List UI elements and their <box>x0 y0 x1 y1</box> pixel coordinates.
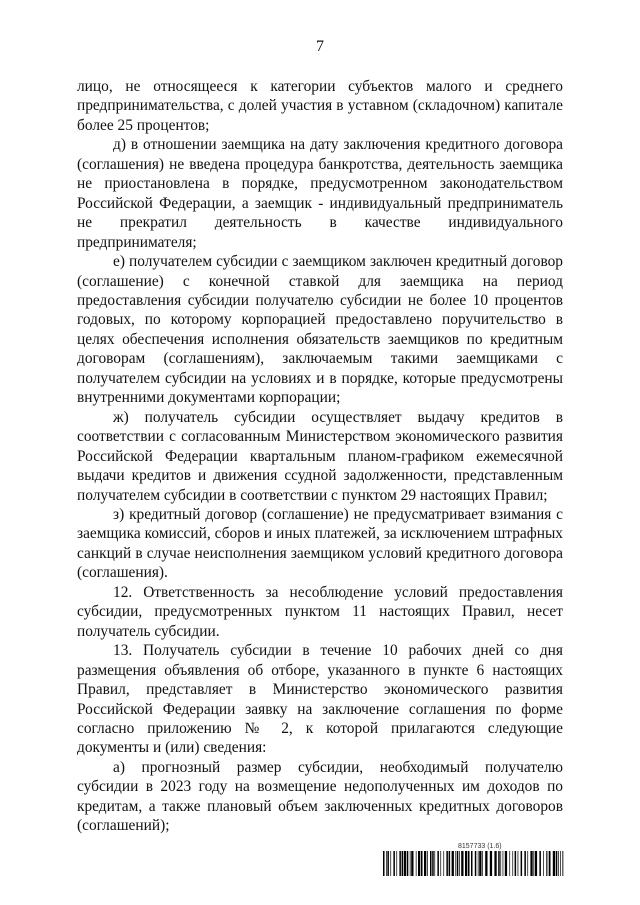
paragraph-item-e: е) получателем субсидии с заемщиком заключен кредитный договор (соглашение) с конечной ставкой для заемщика на период предоставления субсидии получателю субсидии не более 10 процентов годовых, по которому корпорацией предоставлено поручительство в целях обеспечения исполнения обязательств заемщиков по кредитным договорам (соглашениям), заключаемым такими заемщиками с получателем субсидии на условиях и в порядке, которые предусмотрены внутренними документами корпорации; <box>77 253 563 407</box>
paragraph-item-z: з) кредитный договор (соглашение) не предусматривает взимания с заемщика комиссий, сборов и иных платежей, за исключением штрафных санкций в случае неисполнения заемщиком условий кредитного договора (соглашения). <box>77 505 563 582</box>
document-body <box>77 77 563 836</box>
paragraph-item-zh: ж) получатель субсидии осуществляет выдачу кредитов в соответствии с согласованным Министерством экономического развития Российской Федерации квартальным планом-графиком ежемесячной выдачи кредитов и движения ссудной задолженности, представленным получателем субсидии в соответствии с пунктом 29 настоящих Правил; <box>77 408 563 504</box>
paragraph-item-a: а) прогнозный размер субсидии, необходимый получателю субсидии в 2023 году на возмещение недополученных им доходов по кредитам, а также плановый объем заключенных кредитных договоров (соглашений); <box>77 758 563 835</box>
document-code: 8157733 (1.6) <box>458 843 502 850</box>
barcode-image <box>383 851 564 876</box>
page-number: 7 <box>316 38 324 55</box>
paragraph-clause-12: 12. Ответственность за несоблюдение условий предоставления субсидии, предусмотренных пунктом 11 настоящих Правил, несет получатель субсидии. <box>77 583 563 640</box>
paragraph-clause-13: 13. Получатель субсидии в течение 10 рабочих дней со дня размещения объявления об отборе, указанного в пункте 6 настоящих Правил, представляет в Министерство экономического развития Российской Федерации заявку на заключение соглашения по форме согласно приложению № 2, к которой прилагаются следующие документы и (или) сведения: <box>77 642 563 757</box>
paragraph-continuation: лицо, не относящееся к категории субъектов малого и среднего предпринимательства, с долей участия в уставном (складочном) капитале более 25 процентов; <box>77 78 563 134</box>
paragraph-item-d: д) в отношении заемщика на дату заключения кредитного договора (соглашения) не введена процедура банкротства, деятельность заемщика не приостановлена в порядке, предусмотренном законодательством Российской Федерации, а заемщик - индивидуальный предприниматель не прекратил деятельность в качестве индивидуального предпринимателя; <box>77 136 563 251</box>
